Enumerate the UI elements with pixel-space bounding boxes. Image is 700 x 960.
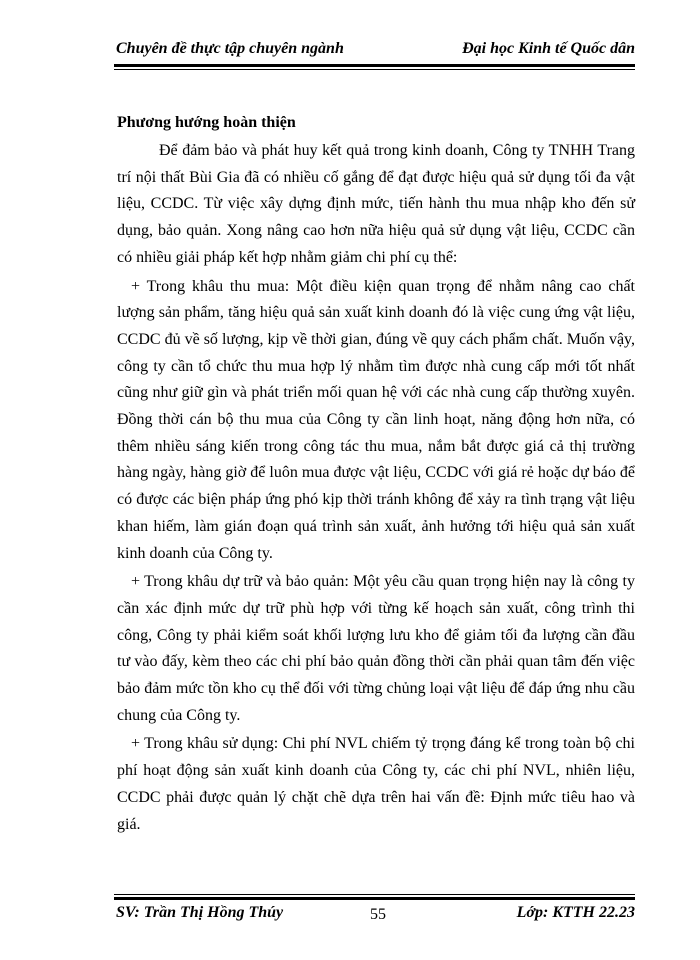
section-heading: Phương hướng hoàn thiện [117, 114, 296, 131]
page-number: 55 [370, 906, 386, 923]
footer-student-name: SV: Trần Thị Hồng Thúy [116, 904, 284, 921]
document-body [117, 138, 635, 838]
paragraph-intro: Để đảm bảo và phát huy kết quả trong kinh doanh, Công ty TNHH Trang trí nội thất Bùi Gia đã có nhiều cố gắng để đạt được hiệu quả sử dụng tối đa vật liệu, CCDC. Từ việc xây dựng định mức, tiến hành thu mua nhập kho đến sử dụng, bảo quản. Xong nâng cao hơn nữa hiệu quả sử dụng vật liệu, CCDC cần có nhiều giải pháp kết hợp nhằm giảm chi phí cụ thể: [117, 142, 635, 266]
header-university: Đại học Kinh tế Quốc dân [462, 40, 635, 57]
page-footer [114, 902, 635, 926]
header-course-title: Chuyên đề thực tập chuyên ngành [116, 40, 344, 57]
paragraph-purchasing: + Trong khâu thu mua: Một điều kiện quan trọng để nhằm nâng cao chất lượng sản phẩm, tăng hiệu quả sản xuất kinh doanh đó là việc cung ứng vật liệu, CCDC đủ về số lượng, kịp về thời gian, đúng về quy cách phẩm chất. Muốn vậy, công ty cần tổ chức thu mua hợp lý nhằm tìm được nhà cung cấp mới tốt nhất cũng như giữ gìn và phát triển mối quan hệ với các nhà cung cấp thường xuyên. Đồng thời cán bộ thu mua của Công ty cần linh hoạt, năng động hơn nữa, có thêm nhiều sáng kiến trong công tác thu mua, nắm bắt được giá cả thị trường hàng ngày, hàng giờ để luôn mua được vật liệu, CCDC với giá rẻ hoặc dự báo để có được các biện pháp ứng phó kịp thời tránh không để xảy ra tình trạng vật liệu khan hiếm, làm gián đoạn quá trình sản xuất, ảnh hưởng tới hiệu quả sản xuất kinh doanh của Công ty. [117, 277, 635, 562]
paragraph-usage: + Trong khâu sử dụng: Chi phí NVL chiếm tỷ trọng đáng kể trong toàn bộ chi phí hoạt động sản xuất kinh doanh của Công ty, các chi phí NVL, nhiên liệu, CCDC phải được quản lý chặt chẽ dựa trên hai vấn đề: Định mức tiêu hao và giá. [117, 735, 635, 833]
header-rule-thick [114, 64, 635, 67]
footer-rule-thick [114, 897, 635, 900]
footer-rule-thin [114, 894, 635, 895]
paragraph-storage: + Trong khâu dự trữ và bảo quản: Một yêu cầu quan trọng hiện nay là công ty cần xác định mức dự trữ phù hợp với từng kế hoạch sản xuất, công trình thi công, Công ty phải kiểm soát khối lượng lưu kho để giảm tối đa lượng cần đầu tư vào đấy, kèm theo các chi phí bảo quản đồng thời cần phải quan tâm đến việc bảo đảm mức tồn kho cụ thể đối với từng chủng loại vật liệu để đáp ứng nhu cầu chung của Công ty. [117, 573, 635, 724]
page-header [114, 38, 635, 62]
header-rule-thin [114, 69, 635, 70]
footer-class: Lớp: KTTH 22.23 [516, 904, 635, 921]
